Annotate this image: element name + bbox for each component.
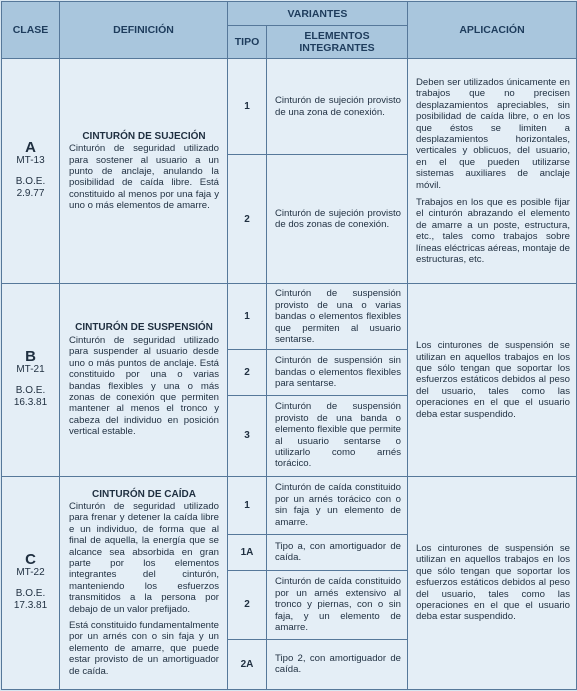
tipo-cell: 2 [228, 350, 267, 395]
clase-boe-date: 17.3.81 [13, 599, 48, 611]
clase-boe-date: 2.9.77 [16, 188, 45, 200]
elemento-cell: Tipo a, con amortiguador de caída. [267, 534, 408, 570]
header-elementos: ELEMENTOS INTEGRANTES [267, 26, 408, 59]
tipo-cell: 1 [228, 476, 267, 534]
clase-c-cell [2, 476, 60, 689]
elemento-cell: Cinturón de suspensión sin bandas o elementos flexibles para sentarse. [267, 350, 408, 395]
clase-letter: C [25, 550, 36, 568]
definicion-text: Cinturón de seguridad utilizado para sostener al usuario a un punto de anclaje, anulando la posibilidad de caída libre. Está constituido al menos por una faja y uno o más elementos de amarre. [69, 143, 219, 212]
aplicacion-b-cell [408, 284, 577, 476]
clase-a-cell [2, 59, 60, 284]
aplicacion-c-cell [408, 476, 577, 689]
definicion-title: CINTURÓN DE SUJECIÓN [82, 130, 206, 142]
clase-letter: B [25, 348, 36, 366]
definicion-text: Está constituido fundamentalmente por un arnés con o sin faja y un elemento de amarre, que puede estar provisto de un amortiguador de caída. [69, 620, 219, 677]
elemento-cell: Cinturón de sujeción provisto de dos zonas de conexión. [267, 155, 408, 284]
tipo-cell: 1 [228, 284, 267, 350]
clase-boe-label: B.O.E. [15, 587, 46, 599]
header-definicion: DEFINICIÓN [60, 2, 228, 59]
definicion-text: Cinturón de seguridad utilizado para suspender al usuario desde uno o más puntos de anclaje. Está constituido por una o varias bandas flexibles y una o más zonas de conexión que permiten mantener al menos el tronco y cabeza del individuo en posición vertical estable. [69, 334, 219, 438]
aplicacion-text: Trabajos en los que es posible fijar el cinturón abrazando el elemento de amarre a un poste, estructura, etc., tales como trabajos sobre líneas eléctricas aéreas, montaje de estructuras, etc. [416, 197, 570, 266]
cinturones-table [1, 1, 577, 690]
header-tipo: TIPO [228, 26, 267, 59]
clase-boe-date: 16.3.81 [13, 397, 48, 409]
definicion-b-cell [60, 284, 228, 476]
clase-code: MT-21 [16, 364, 45, 376]
elemento-cell: Cinturón de suspensión provisto de una o varias bandas o elementos flexibles que permiten al usuario sentarse. [267, 284, 408, 350]
tipo-cell: 2A [228, 639, 267, 689]
tipo-cell: 1A [228, 534, 267, 570]
header-clase: CLASE [2, 2, 60, 59]
tipo-cell: 1 [228, 59, 267, 155]
elemento-cell: Cinturón de sujeción provisto de una zona de conexión. [267, 59, 408, 155]
elemento-cell: Cinturón de caída constituido por un arnés extensivo al tronco y piernas, con o sin faja, y un elemento de amarre. [267, 570, 408, 639]
aplicacion-text: Los cinturones de suspensión se utilizan en aquellos trabajos en los que sólo tengan que soportar los esfuerzos estáticos debidos al peso del usuario, tales como las operaciones en el que el usuario deba estar suspendido. [416, 340, 570, 420]
definicion-a-cell [60, 59, 228, 284]
header-aplicacion: APLICACIÓN [408, 2, 577, 59]
elemento-cell: Cinturón de caída constituido por un arnés torácico con o sin faja y un elemento de amarre. [267, 476, 408, 534]
header-variantes: VARIANTES [228, 2, 408, 26]
elemento-cell: Tipo 2, con amortiguador de caída. [267, 639, 408, 689]
clase-code: MT-22 [16, 566, 45, 578]
clase-letter: A [25, 139, 36, 157]
clase-boe-label: B.O.E. [15, 385, 46, 397]
definicion-text: Cinturón de seguridad utilizado para frenar y detener la caída libre e un individuo, de forma que al final de aquella, la energía que se alcance sea absorbida en gran parte por los elementos integrantes del cinturón, manteniendo los esfuerzos transmitidos a la persona por debajo de un valor prefijado. [69, 500, 219, 615]
tipo-cell: 2 [228, 570, 267, 639]
aplicacion-text: Deben ser utilizados únicamente en trabajos que no precisen desplazamientos apreciables, sin posibilidad de caída libre, o en los que éstos se limiten a desplazamientos horizontales, verticales y oblicuos, del usuario, en el que pueden utilizarse sistemas auxiliares de anclaje móvil. [416, 76, 570, 191]
elemento-cell: Cinturón de suspensión provisto de una banda o elemento flexible que permite al usuario sentarse o utilizarlo como arnés torácico. [267, 395, 408, 476]
clase-b-cell [2, 284, 60, 476]
aplicacion-a-cell [408, 59, 577, 284]
definicion-title: CINTURÓN DE CAÍDA [92, 488, 196, 500]
tipo-cell: 3 [228, 395, 267, 476]
definicion-c-cell [60, 476, 228, 689]
definicion-title: CINTURÓN DE SUSPENSIÓN [75, 322, 213, 334]
clase-boe-label: B.O.E. [15, 176, 46, 188]
clase-code: MT-13 [16, 155, 45, 167]
aplicacion-text: Los cinturones de suspensión se utilizan en aquellos trabajos en los que sólo tengan que soportar los esfuerzos estáticos debidos al peso del usuario, tales como las operaciones en el que el usuario deba estar suspendido. [416, 542, 570, 623]
tipo-cell: 2 [228, 155, 267, 284]
